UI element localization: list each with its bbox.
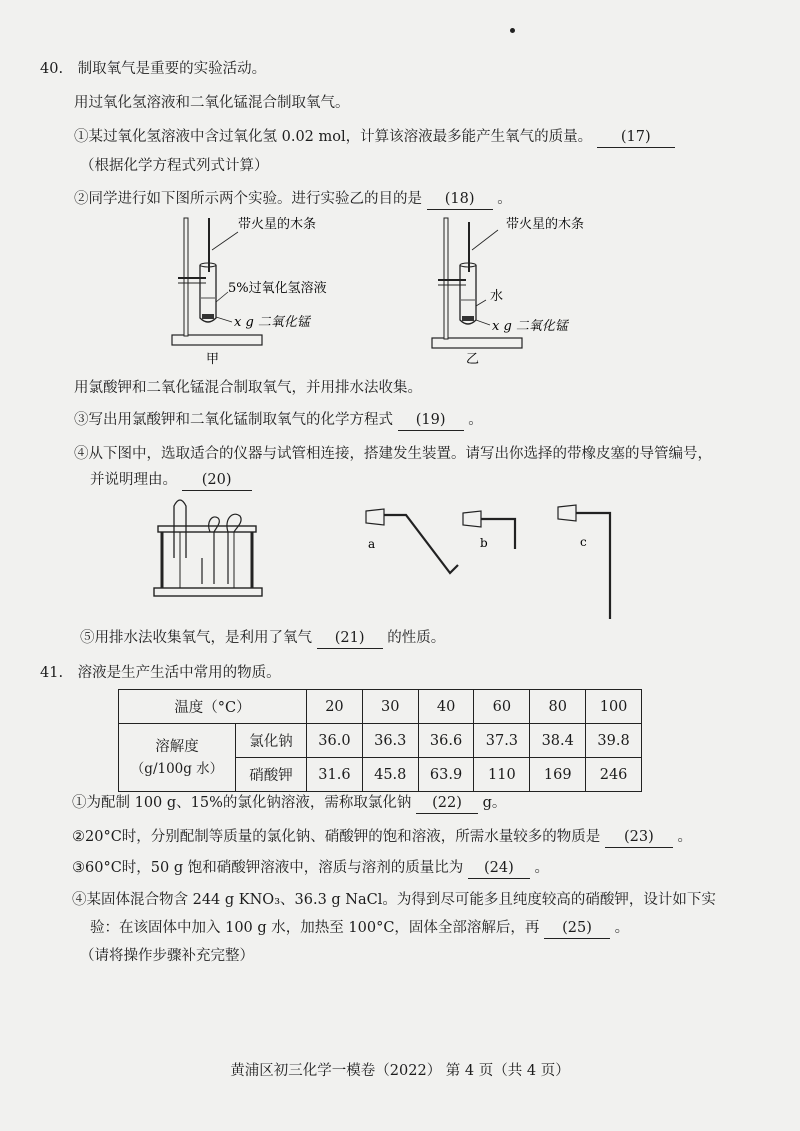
temp-cell: 40 xyxy=(418,690,474,724)
q40-item4-text2: 并说明理由。 xyxy=(90,472,177,488)
nacl-value: 36.6 xyxy=(418,724,474,758)
q40-item1-text: ①某过氧化氢溶液中含过氧化氢 0.02 mol，计算该溶液最多能产生氧气的质量。 xyxy=(74,129,593,145)
q40-intro1: 用过氧化氢溶液和二氧化锰混合制取氧气。 xyxy=(74,95,350,111)
mno2-powder xyxy=(462,316,474,321)
q41-item4-text2: 验：在该固体中加入 100 g 水，加热至 100°C，固体全部溶解后，再 xyxy=(90,920,540,936)
q41-number: 41. xyxy=(40,665,64,681)
solubility-label xyxy=(119,724,236,792)
yi-label-water: 水 xyxy=(490,289,504,304)
q41-item1-text: ①为配制 100 g、15%的氯化钠溶液，需称取氯化钠 xyxy=(72,795,412,811)
temp-cell: 30 xyxy=(362,690,418,724)
yi-label-splint: 带火星的木条 xyxy=(506,217,585,232)
blank-25[interactable]: (25) xyxy=(544,918,610,939)
stopper-tube-c xyxy=(550,495,630,625)
figure-yi xyxy=(420,210,620,370)
solubility-table xyxy=(118,689,642,792)
jia-caption: 甲 xyxy=(206,352,220,367)
yi-label-mno2: x g 二氧化锰 xyxy=(492,319,568,334)
solubility-label-line1: 溶解度 xyxy=(155,738,199,755)
jia-label-splint: 带火星的木条 xyxy=(238,217,317,232)
kno3-value: 110 xyxy=(474,758,530,792)
blank-21[interactable]: (21) xyxy=(317,628,383,649)
blank-24[interactable]: (24) xyxy=(468,858,530,879)
q40-item1 xyxy=(74,127,675,148)
q41-item2 xyxy=(72,827,692,848)
q41-item2-text: ②20°C时，分别配制等质量的氯化钠、硝酸钾的饱和溶液，所需水量较多的物质是 xyxy=(72,829,601,845)
blank-18[interactable]: (18) xyxy=(427,189,493,210)
coiled-tube xyxy=(227,514,241,532)
q41-item3 xyxy=(72,858,549,879)
q40-intro2: 用氯酸钾和二氧化锰混合制取氧气，并用排水法收集。 xyxy=(74,380,422,396)
q40-item1-note: （根据化学方程式列式计算） xyxy=(80,158,269,174)
blank-22[interactable]: (22) xyxy=(416,793,478,814)
q41-heading xyxy=(40,663,281,683)
q40-number: 40. xyxy=(40,61,64,77)
nacl-value: 37.3 xyxy=(474,724,530,758)
test-tube xyxy=(200,265,216,322)
jia-label-solution: 5%过氧化氢溶液 xyxy=(228,281,327,296)
nacl-name: 氯化钠 xyxy=(236,724,307,758)
nacl-value: 38.4 xyxy=(530,724,586,758)
q40-item3-text: ③写出用氯酸钾和二氧化锰制取氧气的化学方程式 xyxy=(74,412,393,428)
kno3-value: 169 xyxy=(530,758,586,792)
test-tube xyxy=(460,265,476,324)
tube-label-b: b xyxy=(480,536,488,550)
q40-item2 xyxy=(74,189,512,210)
q41-item1-end: g。 xyxy=(482,795,507,811)
nacl-value: 36.3 xyxy=(362,724,418,758)
q41-item4-end: 。 xyxy=(614,920,630,936)
kno3-value: 63.9 xyxy=(418,758,474,792)
stand-rod xyxy=(444,218,448,339)
q40-heading xyxy=(40,59,266,79)
test-tube-rack xyxy=(150,488,270,603)
q41-item4-line2 xyxy=(90,918,629,939)
q40-item3 xyxy=(74,410,483,431)
kno3-name: 硝酸钾 xyxy=(236,758,307,792)
q41-item1 xyxy=(72,793,506,814)
temp-header: 温度（°C） xyxy=(119,690,307,724)
nacl-value: 39.8 xyxy=(586,724,642,758)
q41-item4: ④某固体混合物含 244 g KNO₃、36.3 g NaCl。为得到尽可能多且纯度较高的硝酸钾，设计如下实 xyxy=(72,892,716,908)
q40-item2-text: ②同学进行如下图所示两个实验。进行实验乙的目的是 xyxy=(74,191,422,207)
blank-20[interactable]: (20) xyxy=(182,470,252,491)
mno2-powder xyxy=(202,314,214,319)
tube-label-a: a xyxy=(368,537,376,551)
stopper-tube-a xyxy=(350,495,470,595)
kno3-value: 246 xyxy=(586,758,642,792)
nacl-value: 36.0 xyxy=(307,724,363,758)
q41-item3-text: ③60°C时，50 g 饱和硝酸钾溶液中，溶质与溶剂的质量比为 xyxy=(72,860,464,876)
q40-item5 xyxy=(80,628,445,649)
q40-item5-end: 的性质。 xyxy=(387,630,446,646)
temp-cell: 60 xyxy=(474,690,530,724)
coiled-tube xyxy=(209,517,220,532)
blank-23[interactable]: (23) xyxy=(605,827,673,848)
page-footer: 黄浦区初三化学一模卷（2022） 第 4 页（共 4 页） xyxy=(230,1063,570,1079)
q40-item2-end: 。 xyxy=(497,191,512,207)
table-row-nacl xyxy=(119,724,642,758)
table-row-temps xyxy=(119,690,642,724)
q41-item2-end: 。 xyxy=(677,829,693,845)
q41-title: 溶液是生产生活中常用的物质。 xyxy=(77,665,281,681)
q40-item3-end: 。 xyxy=(468,412,483,428)
temp-cell: 100 xyxy=(586,690,642,724)
print-mark xyxy=(510,28,515,33)
blank-19[interactable]: (19) xyxy=(398,410,464,431)
q40-title: 制取氧气是重要的实验活动。 xyxy=(77,61,267,77)
yi-caption: 乙 xyxy=(466,352,480,367)
kno3-value: 45.8 xyxy=(362,758,418,792)
q40-item5-text: ⑤用排水法收集氧气，是利用了氧气 xyxy=(80,630,312,646)
kno3-value: 31.6 xyxy=(307,758,363,792)
q41-item4-note: （请将操作步骤补充完整） xyxy=(80,948,254,964)
temp-cell: 80 xyxy=(530,690,586,724)
solubility-label-line2: （g/100g 水） xyxy=(130,760,224,777)
stopper-tube-b xyxy=(455,495,535,595)
temp-cell: 20 xyxy=(307,690,363,724)
blank-17[interactable]: (17) xyxy=(597,127,675,148)
q40-item4: ④从下图中，选取适合的仪器与试管相连接，搭建发生装置。请写出你选择的带橡皮塞的导管编号， xyxy=(74,446,712,462)
q41-item3-end: 。 xyxy=(534,860,549,876)
figure-jia xyxy=(160,210,360,370)
tube-label-c: c xyxy=(580,535,587,549)
jia-label-mno2: x g 二氧化锰 xyxy=(234,315,310,330)
